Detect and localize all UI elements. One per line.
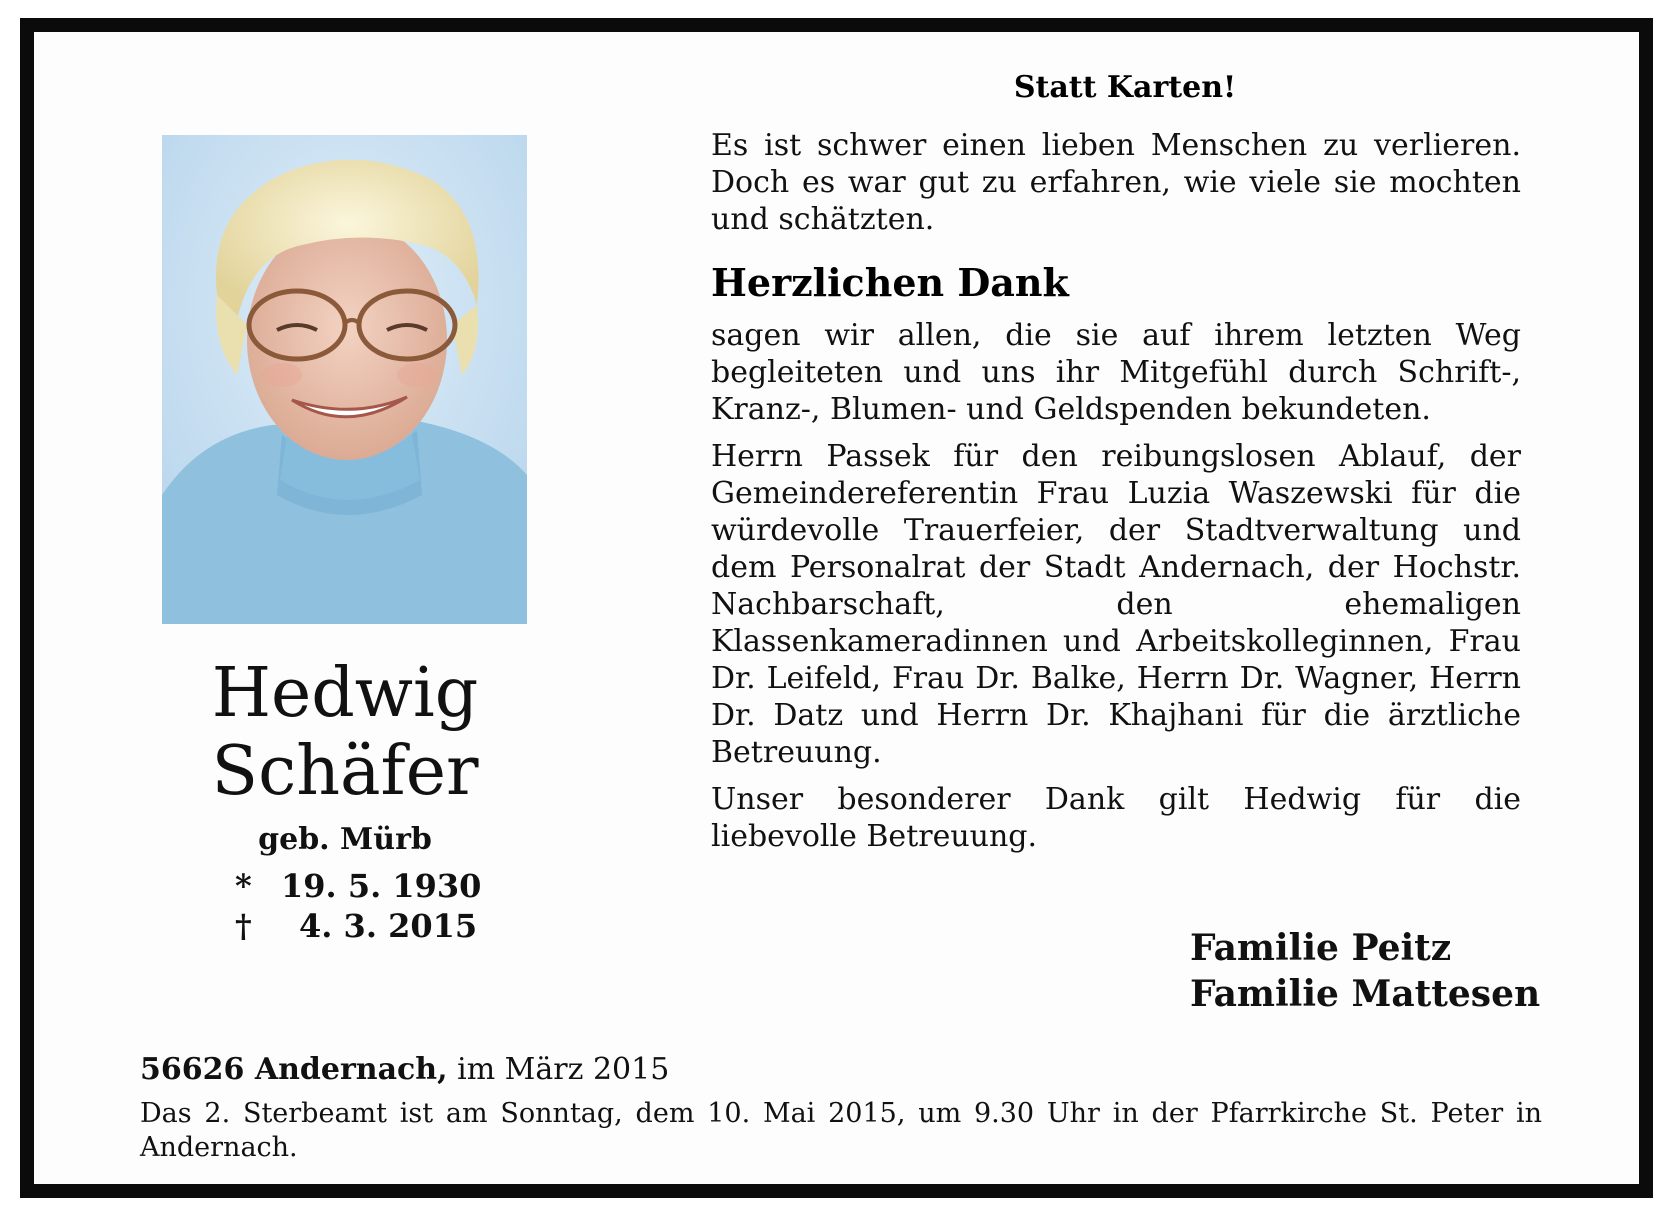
thanks-paragraph-2: Herrn Passek für den reibungslosen Ablauf, der Gemeindereferentin Frau Luzia Waszewski für die würdevolle Trauerfeier, der Stadtverwaltung und dem Personalrat der Stadt Andernach, der Hochstr. Nachbarschaft, den ehemaligen Klassenkameradinnen und Arbeitskolleginnen, Frau Dr. Leifeld, Frau Dr. Balke, Herrn Dr. Wagner, Herrn Dr. Datz und Herrn Dr. Khajhani für die ärztliche Betreuung. — [711, 439, 1521, 770]
portrait-photo — [162, 135, 527, 624]
birth-date: 19. 5. 1930 — [281, 867, 482, 905]
thanks-paragraph-3: Unser besonderer Dank gilt Hedwig für die liebevolle Betreuung. — [711, 782, 1521, 854]
death-row — [235, 906, 515, 946]
first-name: Hedwig — [211, 654, 479, 733]
last-name: Schäfer — [211, 732, 479, 811]
thanks-subheading: Herzlichen Dank — [711, 260, 1069, 305]
death-symbol: † — [235, 907, 252, 945]
signature-family-2: Familie Mattesen — [1190, 973, 1541, 1015]
signature-family-1: Familie Peitz — [1190, 927, 1452, 969]
thanks-column — [711, 70, 1521, 855]
intro-paragraph: Es ist schwer einen lieben Menschen zu verlieren. Doch es war gut zu erfahren, wie viele sie mochten und schätzten. — [711, 128, 1521, 237]
life-dates — [235, 866, 515, 946]
death-date: 4. 3. 2015 — [299, 907, 478, 945]
heading: Statt Karten! — [1013, 70, 1237, 105]
signatures — [1190, 925, 1550, 1017]
place-location: 56626 Andernach, — [140, 1052, 448, 1087]
portrait-illustration — [162, 135, 527, 624]
deceased-name — [140, 655, 550, 811]
maiden-name: geb. Mürb — [258, 822, 432, 857]
thanks-paragraph-1: sagen wir allen, die sie auf ihrem letzten Weg begleiteten und uns ihr Mitgefühl durch Schrift-, Kranz-, Blumen- und Geldspenden bekundeten. — [711, 318, 1521, 427]
place-date: im März 2015 — [457, 1052, 670, 1087]
birth-row — [235, 866, 515, 906]
place-date-line — [140, 1052, 1540, 1087]
funeral-mass-note: Das 2. Sterbeamt ist am Sonntag, dem 10. Mai 2015, um 9.30 Uhr in der Pfarrkirche St. Peter in Andernach. — [140, 1098, 1542, 1163]
birth-symbol: * — [235, 867, 252, 905]
